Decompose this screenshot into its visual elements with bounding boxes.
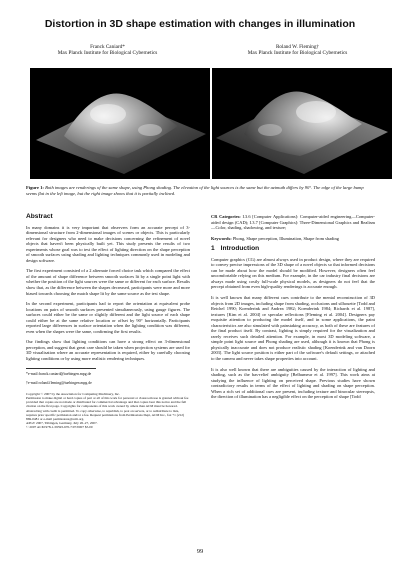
figure-caption	[26, 185, 374, 196]
author-block-caniard	[20, 44, 195, 57]
copyright-line: © 2007 ACM 978-1-59593-670-7/07/0007 $5.00	[26, 425, 93, 430]
abstract-heading: Abstract	[26, 213, 53, 220]
abstract-paragraph: In many domains it is very important that observers form an accurate percept of 3-dimensional structure from 2-dimensional images of scenes or objects. This is particularly relevant for designers who need to make decisions concerning the refinement of novel objects that haven't been physically built yet. This study presents the results of two experiments whose goal was to test the effect of lighting direction on the shape perception of smooth surfaces using shading and lighting techniques commonly used in modeling and design software.	[26, 224, 190, 263]
keywords-label: Keywords:	[211, 235, 232, 241]
abstract-paragraph: Our findings show that lighting conditions can have a strong effect on 3-dimensional perception, and suggest that great care should be taken when projection systems are used for 3D visualisation where an accurate representation is required, either by carefully choosing lighting conditions or by using more realistic rendering techniques.	[26, 339, 191, 362]
figure-right-render	[212, 68, 392, 179]
copyright-line: Permission to make digital or hard copies of part or all of this work for personal or classroom use is granted without fee provided that copies are not made or distributed for commercial advantage and that copies bear this notice and the full citation on the first page. Copyrights for components of this work owned by others than ACM must be honored. Abstracting with credit is permitted. To copy otherwise, to republish, to post on servers, or to redistribute to lists, requires prior specific permission and/or a fee. Request permissions from Permissions Dept, ACM Inc., fax +1 (212) 869-0481 or e-mail permissions@acm.org.	[26, 395, 189, 421]
introduction-heading	[211, 246, 375, 252]
cr-categories	[211, 214, 375, 231]
section-number: 1	[211, 245, 215, 253]
page-number: 99	[196, 548, 204, 555]
author-affiliation: Max Planck Institute for Biological Cybernetics	[57, 50, 158, 57]
copyright-notice	[26, 392, 190, 430]
author-name: Franck Caniard*	[90, 44, 125, 50]
cr-categories-label: CR Categories:	[211, 214, 241, 219]
left-column	[26, 214, 190, 430]
introduction-paragraph: Computer graphics (CG) are almost always used in product design, where they are required to convey precise impressions of the 3D shape of a novel objects so that informed decisions can be made about how the model should be modified. However, designers often feel uncomfortable relying on this medium. For example, in the car industry final decisions are always made using costly full-scale physical models, as designers do not feel that the percept obtained from even high-quality renderings is accurate enough.	[211, 256, 375, 290]
figure-caption-text: Both images are renderings of the same shape, using Phong shading. The elevation of the light sources is the same but the azimuth differs by 90°. The edge of the large bump seems flat in the left image, but the right image shows that it is partially inclined.	[26, 185, 364, 196]
keywords	[211, 236, 375, 242]
footnote-email: †e-mail:roland.fleming@tuebingen.mpg.de	[26, 381, 92, 386]
copyright-line: Copyright © 2007 by the Association for Computing Machinery, Inc.	[26, 391, 120, 396]
introduction-paragraph: It is well known that many different cues contribute to the mental reconstruction of 3D objects from 2D images, including shape from shading, occlusions and silhouette [Todd and Reichel 1990; Koenderink and Andrea 1982; Koenderink 1984; Richards et al. 1987], textures [Kim et al. 2004] or specular reflections [Fleming et al. 2004]. Designers pay exquisite attention to producing the model itself, and in some applications, the paint characteristics are also simulated with painstaking accuracy, as both of these are features of the final product itself. By contrast, lighting is simply required for the visualization and rarely receives such detailed attention. For example, in most 3D modeling software, a simple point light source and Phong shading are used, although it is known that Phong is physically inaccurate and does not produce realistic shading [Koenderink and van Doorn 2003]. The light source position is either part of the software's default settings, or attached to the camera and never takes shape properties into account.	[211, 295, 375, 362]
author-block-fleming	[210, 44, 385, 57]
figure-left-render	[30, 68, 210, 179]
footnote-divider	[26, 368, 96, 369]
paper-title: Distortion in 3D shape estimation with changes in illumination	[44, 18, 356, 30]
section-title: Introduction	[220, 245, 260, 253]
introduction-paragraph: It is also well known that there are ambiguities caused by the interaction of lighting and shading, such as the bas-relief ambiguity [Belhumeur et al. 1997]. This work aims at studying the influence of lighting on perceived shape. Previous studies have shown contradictory results in terms of the effect of lighting and shading on shape perception. When a rich set of additional cues are present, including texture and binocular stereopsis, the direction of illumination has a negligible effect on the perception of shape [Todd	[211, 366, 375, 400]
figure-caption-label: Figure 1:	[26, 185, 44, 190]
author-name: Roland W. Fleming†	[275, 44, 320, 50]
right-column	[211, 214, 375, 405]
keywords-text: Phong, Shape perception, Illumination, Shape from shading	[232, 235, 339, 241]
copyright-line: APGV 2007, Tübingen, Germany, July 26–27, 2007.	[26, 421, 98, 426]
cr-categories-text: I.3.6 [Computer Applications]: Computer-aided engineering—Computer-aided design (CAD); I.3.7 [Computer Graphics]: Three-Dimensional Graphics and Realism—Color, shading, shadowing, and texture;	[211, 214, 375, 231]
author-affiliation: Max Planck Institute for Biological Cybernetics	[247, 50, 348, 57]
footnote-email: *e-mail:franck.caniard@tuebingen.mpg.de	[26, 371, 92, 376]
abstract-paragraph: In the second experiment, participants had to report the orientation at equivalent probe locations on pairs of smooth surfaces presented simultaneously, using gauge figures. The surfaces could either be the same or slightly different and the light source of each shape could either be at the same relative location or offset by 90° horizontally. Participants reported large differences in surface orientation when the lighting condition was different, even when the shapes were the same, confirming the first results.	[26, 301, 190, 334]
abstract-paragraph: The first experiment consisted of a 2 alternate forced choice task which compared the effect of the amount of shape difference between smooth surfaces lit by a single point light with whether the position of the light sources were the same or different for each surface. Results show that, as the difference between the shapes decreased, participants were more and more biased towards choosing the match shape lit by the same source as the test shape.	[26, 268, 190, 296]
